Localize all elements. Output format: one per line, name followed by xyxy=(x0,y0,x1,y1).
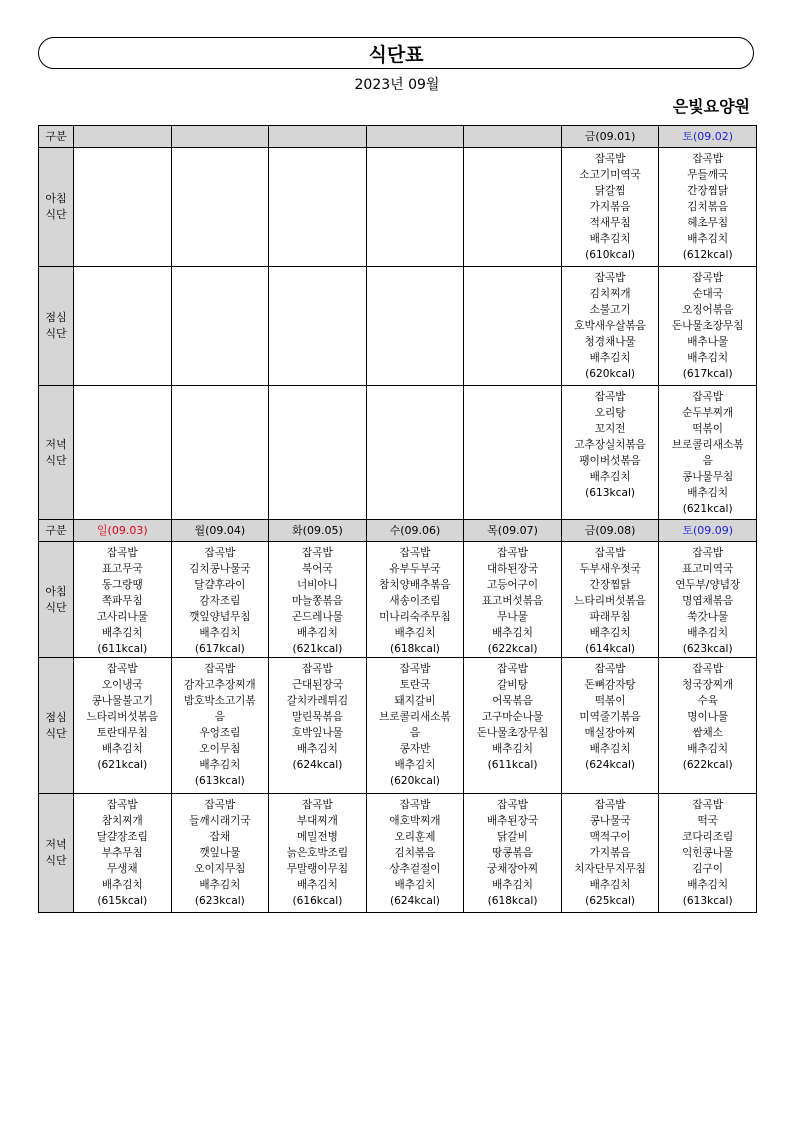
menu-item: 쪽파무침 xyxy=(101,595,143,607)
menu-item: 배추김치 xyxy=(492,627,533,639)
menu-item: 배추김치 xyxy=(687,487,729,499)
meal-label-text: 식단 xyxy=(45,208,67,221)
menu-item: 배추김치 xyxy=(589,352,631,364)
menu-item: (620kcal) xyxy=(390,775,440,787)
meal-label-text: 저녁 xyxy=(45,437,67,451)
menu-item: 닭갈찜 xyxy=(594,185,626,197)
day-header: 금(09.01) xyxy=(561,126,659,148)
menu-item: 맥적구이 xyxy=(589,831,631,843)
meal-label-breakfast xyxy=(39,148,74,267)
menu-item: 고구마순나물 xyxy=(481,711,544,723)
menu-item: 달걀후라이 xyxy=(194,579,246,591)
menu-cell xyxy=(269,267,367,386)
menu-item: 배추김치 xyxy=(101,627,143,639)
menu-item: 무나물 xyxy=(497,611,528,623)
menu-cell xyxy=(464,148,562,267)
meal-plan-table xyxy=(38,125,757,913)
menu-item: 깻잎양념무침 xyxy=(189,611,251,623)
menu-item: 무생채 xyxy=(106,863,138,875)
menu-item: 쌈채소 xyxy=(692,727,724,739)
menu-item: 애호박찌개 xyxy=(389,815,441,827)
menu-item: 잡곡밥 xyxy=(106,547,138,559)
menu-item: 치자단무지무침 xyxy=(574,863,646,875)
menu-item: 잡곡밥 xyxy=(594,663,626,675)
menu-cell xyxy=(366,794,464,913)
menu-item: 배추김치 xyxy=(296,627,338,639)
menu-item: 잡곡밥 xyxy=(302,547,333,559)
menu-item: 배추김치 xyxy=(101,879,143,891)
menu-item: 고추장실치볶음 xyxy=(574,439,646,451)
menu-item: 오리탕 xyxy=(594,407,626,419)
menu-item: 청경채나물 xyxy=(584,336,636,348)
menu-item: 미나리숙주무침 xyxy=(379,611,451,623)
menu-cell xyxy=(561,658,659,794)
menu-item: 말린묵볶음 xyxy=(291,711,343,723)
meal-label-text: 점심 xyxy=(45,710,67,724)
menu-item: (622kcal) xyxy=(487,643,538,655)
menu-item: 소불고기 xyxy=(589,304,631,316)
meal-row-breakfast xyxy=(39,542,757,658)
menu-item: 호박새우살볶음 xyxy=(574,320,646,332)
menu-item: 순두부찌개 xyxy=(682,407,734,419)
menu-cell xyxy=(269,542,367,658)
menu-item: (617kcal) xyxy=(194,643,245,655)
menu-cell xyxy=(561,148,659,267)
menu-item: 미역줄기볶음 xyxy=(579,711,641,723)
menu-item: 가지볶음 xyxy=(589,847,631,859)
menu-cell xyxy=(464,542,562,658)
menu-item: 닭갈비 xyxy=(497,831,528,843)
meal-label-dinner xyxy=(39,794,74,913)
menu-item: (621kcal) xyxy=(292,643,343,655)
menu-item: 근대된장국 xyxy=(291,679,343,691)
menu-cell xyxy=(171,386,269,520)
menu-item: 배추김치 xyxy=(492,879,533,891)
menu-item: 배추김치 xyxy=(394,879,436,891)
menu-cell xyxy=(171,148,269,267)
menu-item: 잡곡밥 xyxy=(594,272,626,284)
menu-item: 잡곡밥 xyxy=(692,153,724,165)
menu-item: 오이냉국 xyxy=(101,679,143,691)
menu-cell xyxy=(74,658,172,794)
menu-item: 마늘쫑볶음 xyxy=(291,595,343,607)
menu-item: 느타리버섯볶음 xyxy=(86,711,159,723)
menu-item: 늙은호박조림 xyxy=(286,847,349,859)
menu-cell xyxy=(171,267,269,386)
menu-cell xyxy=(561,542,659,658)
day-header xyxy=(74,126,172,148)
menu-item: 배추김치 xyxy=(101,743,143,755)
menu-item: 헤초무침 xyxy=(687,217,729,229)
menu-item: 배추김치 xyxy=(589,471,631,483)
menu-item: (613kcal) xyxy=(194,775,245,787)
menu-item: (616kcal) xyxy=(292,895,343,907)
organization-name: 은빛요양원 xyxy=(672,97,750,116)
menu-item: 잡곡밥 xyxy=(399,547,431,559)
menu-item: (621kcal) xyxy=(97,759,148,771)
menu-item: 잡곡밥 xyxy=(204,663,236,675)
menu-item: 표고미역국 xyxy=(682,563,734,575)
menu-item: 배추김치 xyxy=(687,352,729,364)
meal-label-text: 식단 xyxy=(45,600,67,614)
menu-item: 콩나물국 xyxy=(589,815,631,827)
menu-cell xyxy=(561,386,659,520)
menu-item: 배추김치 xyxy=(589,233,631,245)
menu-item: 무말랭이무침 xyxy=(286,863,349,875)
menu-item: (612kcal) xyxy=(682,249,733,261)
menu-item: 배추김치 xyxy=(394,627,436,639)
menu-item: (610kcal) xyxy=(585,249,636,261)
menu-item: 호박잎나물 xyxy=(291,727,343,739)
menu-item: 배추김치 xyxy=(687,627,729,639)
menu-item: (623kcal) xyxy=(682,643,733,655)
meal-label-text: 아침 xyxy=(45,192,67,205)
menu-item: 감자고추장찌개 xyxy=(184,679,256,691)
menu-item: (617kcal) xyxy=(682,368,733,380)
menu-item: 배추김치 xyxy=(687,879,729,891)
menu-item: (624kcal) xyxy=(390,895,440,907)
meal-label-text: 식단 xyxy=(45,453,67,467)
menu-cell xyxy=(74,148,172,267)
menu-item: 잡곡밥 xyxy=(594,799,626,811)
menu-item: 명엽채볶음 xyxy=(682,595,734,607)
menu-item: 잡곡밥 xyxy=(399,799,431,811)
menu-item: 동그랑땡 xyxy=(101,579,143,591)
menu-item: 잡곡밥 xyxy=(204,547,236,559)
menu-item: 돼지갈비 xyxy=(394,695,436,707)
menu-item: 브로콜리새소볶 xyxy=(379,711,451,723)
header-label: 구분 xyxy=(39,520,74,542)
menu-item: 돈나물초장무침 xyxy=(476,727,549,739)
menu-item: 들깨시래기국 xyxy=(189,815,251,827)
menu-item: 부대찌개 xyxy=(296,815,338,827)
menu-item: (611kcal) xyxy=(97,643,148,655)
day-header: 토(09.09) xyxy=(659,520,757,542)
header-row xyxy=(39,126,757,148)
meal-label-breakfast xyxy=(39,542,74,658)
menu-cell xyxy=(659,542,757,658)
menu-item: 잡곡밥 xyxy=(497,799,528,811)
menu-cell xyxy=(561,267,659,386)
meal-label-dinner xyxy=(39,386,74,520)
menu-item: 음 xyxy=(409,727,421,739)
menu-cell xyxy=(74,267,172,386)
menu-item: 잡곡밥 xyxy=(497,547,528,559)
meal-label-lunch xyxy=(39,658,74,794)
day-header: 일(09.03) xyxy=(74,520,172,542)
menu-cell xyxy=(171,658,269,794)
menu-item: 달걀장조림 xyxy=(96,831,148,843)
menu-item: 잡곡밥 xyxy=(594,391,626,403)
menu-item: 궁채장아찌 xyxy=(486,863,539,875)
menu-item: (620kcal) xyxy=(585,368,636,380)
menu-item: 익힌콩나물 xyxy=(682,847,734,859)
menu-item: 떡볶이 xyxy=(692,423,724,435)
menu-item: 김치콩나물국 xyxy=(189,563,251,575)
menu-cell xyxy=(366,542,464,658)
menu-item: 콩나물무침 xyxy=(682,471,734,483)
menu-item: 감자조림 xyxy=(199,595,241,607)
meal-label-text: 점심 xyxy=(45,311,67,324)
menu-item: 팽이버섯볶음 xyxy=(579,455,641,467)
menu-item: 잡곡밥 xyxy=(692,547,724,559)
menu-item: 잡곡밥 xyxy=(692,799,724,811)
day-header xyxy=(464,126,562,148)
menu-item: 배추김치 xyxy=(199,627,241,639)
menu-item: 잡곡밥 xyxy=(594,547,626,559)
day-header xyxy=(171,126,269,148)
menu-item: 새송이조림 xyxy=(389,595,441,607)
title-box xyxy=(38,37,754,69)
meal-row-breakfast xyxy=(39,148,757,267)
menu-item: 간장찜닭 xyxy=(687,185,729,197)
menu-item: 가지볶음 xyxy=(589,201,631,213)
menu-item: 간장찜닭 xyxy=(589,579,631,591)
menu-item: 곤드레나물 xyxy=(291,611,343,623)
menu-cell xyxy=(659,386,757,520)
menu-item: 토란대무침 xyxy=(96,727,148,739)
menu-item: 두부새우젓국 xyxy=(579,563,641,575)
menu-item: 소고기미역국 xyxy=(579,169,641,181)
menu-item: 참치찌개 xyxy=(101,815,143,827)
menu-item: (614kcal) xyxy=(585,643,636,655)
menu-cell xyxy=(171,542,269,658)
menu-cell xyxy=(74,386,172,520)
menu-item: 무들깨국 xyxy=(687,169,729,181)
menu-item: 코다리조림 xyxy=(682,831,734,843)
menu-cell xyxy=(269,794,367,913)
menu-item: 고사리나물 xyxy=(96,611,148,623)
menu-cell xyxy=(366,658,464,794)
menu-item: 잡곡밥 xyxy=(692,663,724,675)
menu-item: (618kcal) xyxy=(390,643,440,655)
day-header: 토(09.02) xyxy=(659,126,757,148)
menu-item: 오이지무침 xyxy=(194,863,246,875)
menu-item: 배추김치 xyxy=(394,759,436,771)
menu-item: 수육 xyxy=(697,695,718,707)
menu-cell xyxy=(269,386,367,520)
meal-label-text: 식단 xyxy=(45,726,67,740)
menu-item: 배추김치 xyxy=(589,879,631,891)
meal-label-lunch xyxy=(39,267,74,386)
menu-item: 배추김치 xyxy=(199,759,241,771)
menu-item: 잡곡밥 xyxy=(204,799,236,811)
meal-label-text: 아침 xyxy=(45,584,67,598)
menu-item: 토란국 xyxy=(399,679,431,691)
menu-item: (611kcal) xyxy=(487,759,538,771)
menu-cell xyxy=(269,148,367,267)
day-header xyxy=(366,126,464,148)
menu-cell xyxy=(561,794,659,913)
menu-item: 음 xyxy=(214,711,225,723)
day-header xyxy=(269,126,367,148)
menu-item: 명이나물 xyxy=(687,711,729,723)
menu-item: (615kcal) xyxy=(97,895,148,907)
menu-item: (624kcal) xyxy=(585,759,636,771)
meal-row-lunch xyxy=(39,267,757,386)
menu-item: 배추김치 xyxy=(687,743,729,755)
menu-item: 배추나물 xyxy=(687,336,729,348)
menu-item: 오이무침 xyxy=(199,743,241,755)
menu-item: (618kcal) xyxy=(487,895,538,907)
menu-item: 잡곡밥 xyxy=(106,799,138,811)
menu-item: 매실장아찌 xyxy=(584,727,636,739)
menu-item: 배추김치 xyxy=(687,233,729,245)
menu-item: 잡곡밥 xyxy=(594,153,626,165)
menu-item: 김치볶음 xyxy=(394,847,436,859)
menu-item: 잡곡밥 xyxy=(692,272,724,284)
meal-row-dinner xyxy=(39,386,757,520)
menu-item: 표고무국 xyxy=(101,563,143,575)
menu-item: 꼬지전 xyxy=(594,423,626,435)
menu-cell xyxy=(366,148,464,267)
menu-item: (625kcal) xyxy=(585,895,636,907)
menu-item: 오리훈제 xyxy=(394,831,436,843)
menu-cell xyxy=(464,386,562,520)
menu-item: 깻잎나물 xyxy=(199,847,241,859)
menu-item: 김치볶음 xyxy=(687,201,729,213)
menu-item: 돈뼈감자탕 xyxy=(584,679,636,691)
menu-item: 우엉조림 xyxy=(199,727,241,739)
day-header: 월(09.04) xyxy=(171,520,269,542)
page-title: 식단표 xyxy=(368,43,424,66)
menu-item: 배추김치 xyxy=(296,879,338,891)
menu-item: 돈나물초장무침 xyxy=(671,320,744,332)
menu-item: 적새무침 xyxy=(589,217,631,229)
menu-cell xyxy=(464,658,562,794)
menu-item: 상추겉절이 xyxy=(389,863,441,875)
menu-cell xyxy=(171,794,269,913)
menu-cell xyxy=(659,148,757,267)
menu-item: 순대국 xyxy=(692,288,724,300)
menu-item: (613kcal) xyxy=(682,895,733,907)
menu-item: 잡곡밥 xyxy=(497,663,528,675)
menu-item: 김치찌개 xyxy=(589,288,631,300)
day-header: 수(09.06) xyxy=(366,520,464,542)
menu-item: 잡곡밥 xyxy=(302,799,333,811)
menu-cell xyxy=(464,267,562,386)
menu-item: 브로콜리새소볶 xyxy=(671,439,744,451)
menu-item: 오징어볶음 xyxy=(682,304,734,316)
menu-item: 콩자반 xyxy=(399,743,431,755)
header-row xyxy=(39,520,757,542)
menu-item: 부추무침 xyxy=(101,847,143,859)
meal-label-text: 식단 xyxy=(45,854,67,867)
menu-item: (622kcal) xyxy=(682,759,733,771)
menu-cell xyxy=(269,658,367,794)
menu-item: 어묵볶음 xyxy=(492,695,533,707)
menu-item: 쑥갓나물 xyxy=(687,611,729,623)
menu-item: (623kcal) xyxy=(194,895,245,907)
meal-label-text: 저녁 xyxy=(45,838,67,851)
menu-item: 청국장찌개 xyxy=(682,679,734,691)
meal-label-text: 식단 xyxy=(45,327,67,340)
header-label: 구분 xyxy=(39,126,74,148)
menu-item: 배추김치 xyxy=(589,743,631,755)
menu-cell xyxy=(366,267,464,386)
menu-item: 밤호박소고기볶 xyxy=(184,695,256,707)
meal-row-dinner xyxy=(39,794,757,913)
menu-item: 잡곡밥 xyxy=(106,663,138,675)
menu-item: 잡곡밥 xyxy=(302,663,333,675)
menu-item: 연두부/양념장 xyxy=(675,579,741,591)
menu-item: (621kcal) xyxy=(682,503,733,515)
menu-item: (613kcal) xyxy=(585,487,636,499)
day-header: 금(09.08) xyxy=(561,520,659,542)
menu-item: 대하된장국 xyxy=(486,563,539,575)
menu-item: 땅콩볶음 xyxy=(492,847,533,859)
menu-item: 참치양배추볶음 xyxy=(379,579,451,591)
menu-item: 너비아니 xyxy=(296,579,338,591)
menu-item: 잡곡밥 xyxy=(399,663,431,675)
day-header: 화(09.05) xyxy=(269,520,367,542)
menu-item: 배추김치 xyxy=(589,627,631,639)
menu-item: 콩나물불고기 xyxy=(91,695,153,707)
menu-cell xyxy=(659,794,757,913)
menu-item: 잡채 xyxy=(209,831,231,843)
menu-item: 고등어구이 xyxy=(486,579,539,591)
menu-item: 김구이 xyxy=(692,863,724,875)
menu-cell xyxy=(464,794,562,913)
menu-item: 갈치카레튀김 xyxy=(286,695,349,707)
menu-cell xyxy=(366,386,464,520)
menu-item: 배추김치 xyxy=(296,743,338,755)
menu-item: 떡볶이 xyxy=(594,695,626,707)
menu-item: 떡국 xyxy=(697,815,718,827)
menu-item: 잡곡밥 xyxy=(692,391,724,403)
menu-item: 표고버섯볶음 xyxy=(481,595,544,607)
menu-item: 배추김치 xyxy=(492,743,533,755)
menu-cell xyxy=(659,658,757,794)
menu-item: 배추김치 xyxy=(199,879,241,891)
menu-item: 유부두부국 xyxy=(389,563,441,575)
menu-item: 북어국 xyxy=(302,563,333,575)
menu-item: 메밀전병 xyxy=(296,831,338,843)
menu-item: 배추된장국 xyxy=(486,815,539,827)
meal-row-lunch xyxy=(39,658,757,794)
menu-cell xyxy=(659,267,757,386)
menu-cell xyxy=(74,542,172,658)
menu-cell xyxy=(74,794,172,913)
menu-item: 파래무침 xyxy=(589,611,631,623)
menu-item: 느타리버섯볶음 xyxy=(574,595,646,607)
period-label: 2023년 09월 xyxy=(354,77,440,93)
menu-item: 음 xyxy=(702,455,713,467)
menu-item: 갈비탕 xyxy=(497,679,528,691)
menu-item: (624kcal) xyxy=(292,759,343,771)
day-header: 목(09.07) xyxy=(464,520,562,542)
